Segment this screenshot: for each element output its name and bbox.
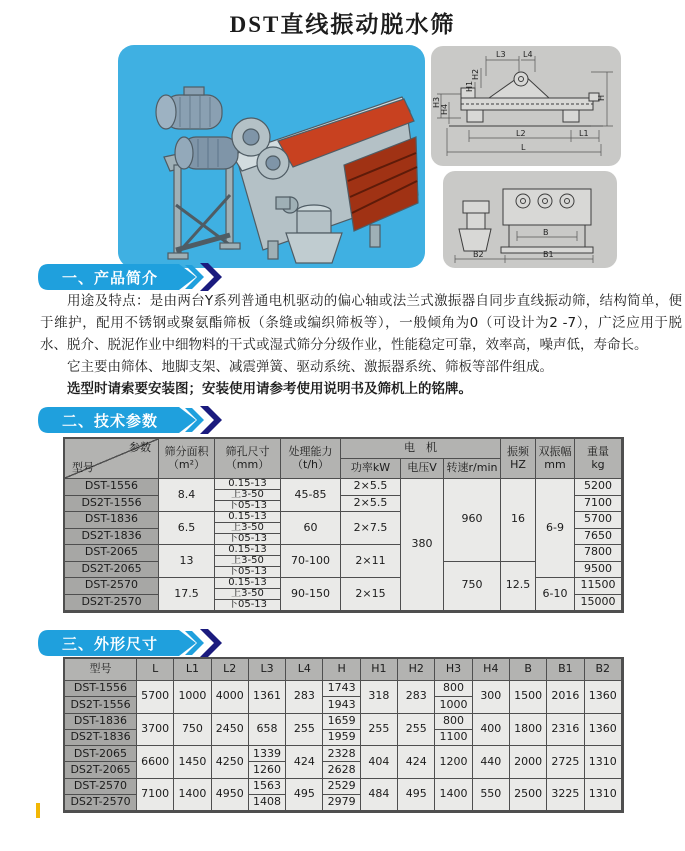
dims-cell: 255 [361,714,398,747]
dims-header: L3 [249,659,286,681]
tech-freq-cell: 16 [501,479,536,562]
dims-cell: 1450 [174,746,211,779]
dims-cell: 2628 [323,762,360,778]
tech-area-cell: 8.4 [159,479,215,512]
header-unit: （t/h） [292,457,329,471]
dims-cell: 424 [398,746,435,779]
dims-cell: 4000 [212,681,249,714]
tech-header-amplitude [536,439,575,479]
tech-speed-cell: 750 [444,562,501,612]
intro-note: 选型时请索要安装图；安装使用请参考使用说明书及筛机上的铭牌。 [67,381,472,397]
dims-cell: 7100 [137,779,174,812]
dims-cell: 1563 [249,779,286,795]
dims-cell: 255 [286,714,323,747]
tech-hole-cell: 上3-50 [215,523,281,534]
tech-header-speed: 转速r/min [444,459,501,479]
tech-power-cell: 2×11 [341,545,401,578]
tech-area-cell: 13 [159,545,215,578]
tech-header-hole [215,439,281,479]
dims-header: H1 [361,659,398,681]
product-photo [118,45,425,268]
svg-text:L: L [521,143,526,152]
dims-cell: 283 [286,681,323,714]
dims-cell: 1310 [585,746,622,779]
tech-weight-cell: 7800 [575,545,622,562]
tech-header-power: 功率kW [341,459,401,479]
dims-cell: 404 [361,746,398,779]
dims-header: 型号 [65,659,137,681]
dims-cell: 800 [435,714,472,730]
dims-cell: 1743 [323,681,360,697]
dims-cell: 1408 [249,795,286,811]
tech-header-area [159,439,215,479]
tech-hole-cell: 上3-50 [215,556,281,567]
dims-cell: 3225 [547,779,584,812]
tech-hole-cell: 下05-13 [215,600,281,611]
header-unit: mm [544,457,566,471]
dims-header: H3 [435,659,472,681]
tech-voltage-cell: 380 [401,479,444,611]
tech-capacity-cell: 45-85 [281,479,341,512]
dims-header: L4 [286,659,323,681]
tech-weight-cell: 9500 [575,562,622,579]
header-unit: kg [591,457,605,471]
corner-label-param: 参数 [129,441,151,454]
dims-cell: 1400 [435,779,472,812]
tech-weight-cell: 15000 [575,595,622,612]
dims-model-cell: DST-1836 [65,714,137,730]
header-line: 筛分面积 [164,444,209,458]
section-banner-intro [36,263,236,291]
tech-model-cell: DST-1556 [65,479,159,496]
dims-cell: 550 [473,779,510,812]
dims-cell: 440 [473,746,510,779]
dims-cell: 1100 [435,730,472,746]
tech-weight-cell: 5200 [575,479,622,496]
tech-hole-cell: 上3-50 [215,589,281,600]
dims-cell: 300 [473,681,510,714]
dims-header: L2 [212,659,249,681]
tech-power-cell: 2×7.5 [341,512,401,545]
tech-capacity-cell: 90-150 [281,578,341,611]
dims-cell: 1360 [585,714,622,747]
dims-cell: 2725 [547,746,584,779]
tech-hole-cell: 0.15-13 [215,545,281,556]
svg-text:H2: H2 [471,68,480,80]
svg-text:B2: B2 [473,250,484,259]
dims-cell: 1361 [249,681,286,714]
dims-cell: 1659 [323,714,360,730]
banner-label: 三、外形尺寸 [61,635,159,653]
dims-header: L1 [174,659,211,681]
svg-text:B1: B1 [543,250,554,259]
dims-cell: 400 [473,714,510,747]
machine-leg-front [268,241,278,259]
svg-text:L4: L4 [523,50,533,59]
tech-hole-cell: 0.15-13 [215,578,281,589]
product-photo-illustration [118,45,425,268]
svg-text:H: H [597,94,606,101]
tech-hole-cell: 0.15-13 [215,512,281,523]
dims-cell: 2500 [510,779,547,812]
corner-label-model: 型号 [72,461,94,475]
svg-text:L1: L1 [579,129,589,138]
dims-cell: 1310 [585,779,622,812]
tech-weight-cell: 11500 [575,578,622,595]
section-banner-tech [36,406,236,434]
header-line: 重量 [587,444,609,458]
tech-capacity-cell: 60 [281,512,341,545]
tech-weight-cell: 7650 [575,529,622,546]
dims-header: H4 [473,659,510,681]
dims-header: B1 [547,659,584,681]
tech-model-cell: DST-1836 [65,512,159,529]
dims-cell: 1260 [249,762,286,778]
tech-header-voltage: 电压V [401,459,444,479]
banner-label: 二、技术参数 [61,412,159,430]
tech-model-cell: DS2T-1836 [65,529,159,546]
dims-cell: 800 [435,681,472,697]
dims-cell: 1000 [435,697,472,713]
end-view-machine [459,189,593,253]
dims-model-cell: DS2T-2570 [65,795,137,811]
dims-cell: 1959 [323,730,360,746]
tech-speed-cell: 960 [444,479,501,562]
dims-header: B2 [585,659,622,681]
tech-hole-cell: 0.15-13 [215,479,281,490]
header-unit: HZ [510,457,526,471]
tech-model-cell: DS2T-2065 [65,562,159,579]
header-unit: （mm） [225,457,270,471]
header-line: 振频 [507,444,529,458]
dims-cell: 1800 [510,714,547,747]
tech-model-cell: DST-2570 [65,578,159,595]
tech-hole-cell: 下05-13 [215,567,281,578]
svg-text:H4: H4 [440,103,449,115]
tech-capacity-cell: 70-100 [281,545,341,578]
dims-cell: 2979 [323,795,360,811]
dims-cell: 1200 [435,746,472,779]
dims-cell: 5700 [137,681,174,714]
tech-header-freq [501,439,536,479]
dims-cell: 318 [361,681,398,714]
dims-cell: 4250 [212,746,249,779]
dims-cell: 4950 [212,779,249,812]
svg-text:H3: H3 [432,96,441,108]
tech-header-motor: 电 机 [341,439,501,459]
tech-freq-cell: 12.5 [501,562,536,612]
dims-header: L [137,659,174,681]
dims-cell: 3700 [137,714,174,747]
dims-header: H [323,659,360,681]
dims-cell: 495 [398,779,435,812]
dims-cell: 1500 [510,681,547,714]
dims-cell: 2316 [547,714,584,747]
dims-cell: 1943 [323,697,360,713]
tech-corner-cell [65,439,159,479]
dims-header: B [510,659,547,681]
dims-cell: 1400 [174,779,211,812]
dims-cell: 2000 [510,746,547,779]
tech-model-cell: DS2T-1556 [65,496,159,513]
svg-text:B: B [543,228,549,237]
header-line: 处理能力 [288,444,333,458]
page-title: DST直线振动脱水筛 [229,12,456,37]
tech-hole-cell: 上3-50 [215,490,281,501]
dims-cell: 255 [398,714,435,747]
motor-lower [175,137,238,169]
tech-amplitude-cell: 6-9 [536,479,575,578]
product-intro [40,290,682,400]
header-unit: （m²） [167,457,206,471]
tech-power-cell: 2×15 [341,578,401,611]
intro-components: 它主要由筛体、地脚支架、减震弹簧、驱动系统、激振器系统、筛板等部件组成。 [67,359,553,375]
dims-cell: 283 [398,681,435,714]
tech-weight-cell: 5700 [575,512,622,529]
dims-cell: 495 [286,779,323,812]
dims-model-cell: DST-2065 [65,746,137,762]
banner-label: 一、产品简介 [61,269,159,287]
tech-area-cell: 17.5 [159,578,215,611]
dims-cell: 2328 [323,746,360,762]
dims-model-cell: DS2T-1556 [65,697,137,713]
dims-model-cell: DST-2570 [65,779,137,795]
dims-cell: 658 [249,714,286,747]
header-line: 筛孔尺寸 [225,444,270,458]
dims-cell: 2450 [212,714,249,747]
tech-weight-cell: 7100 [575,496,622,513]
tech-model-cell: DST-2065 [65,545,159,562]
dims-cell: 1339 [249,746,286,762]
dims-cell: 2016 [547,681,584,714]
tech-parameters-table [63,437,624,613]
tech-power-cell: 2×5.5 [341,479,401,496]
dims-model-cell: DS2T-2065 [65,762,137,778]
tech-area-cell: 6.5 [159,512,215,545]
header-line: 双振幅 [538,444,572,458]
tech-header-weight [575,439,622,479]
dims-model-cell: DST-1556 [65,681,137,697]
tech-power-cell: 2×5.5 [341,496,401,513]
svg-text:L2: L2 [516,129,526,138]
drawing-side-view [431,46,621,166]
svg-text:H1: H1 [465,80,474,92]
tech-amplitude-cell: 6-10 [536,578,575,611]
dims-model-cell: DS2T-1836 [65,730,137,746]
dims-cell: 6600 [137,746,174,779]
intro-paragraph: 用途及特点：是由两台Y系列普通电机驱动的偏心轴或法兰式激振器自同步直线振动筛，结构简单，便于维护，配用不锈钢或聚氨酯筛板（条缝或编织筛板等），一般倾角为0（可设计为2 -7），广泛应用于脱水、脱介、脱泥作业中细物料的干式或湿式筛分分级作业，性能稳定可靠，效率高，噪声低，寿命长。 [40,293,682,353]
dims-cell: 1360 [585,681,622,714]
tech-model-cell: DS2T-2570 [65,595,159,612]
machine-leg-rear [370,225,380,247]
dims-cell: 424 [286,746,323,779]
dims-header: H2 [398,659,435,681]
tech-header-capacity [281,439,341,479]
dims-cell: 1000 [174,681,211,714]
dimensions-table [63,657,624,813]
svg-text:L3: L3 [496,50,506,59]
section-banner-dims [36,629,236,657]
tech-hole-cell: 下05-13 [215,501,281,512]
drawing-end-view [443,171,617,268]
yellow-accent-bar [36,803,40,818]
dims-cell: 2529 [323,779,360,795]
dims-cell: 484 [361,779,398,812]
tech-hole-cell: 下05-13 [215,534,281,545]
dims-cell: 750 [174,714,211,747]
